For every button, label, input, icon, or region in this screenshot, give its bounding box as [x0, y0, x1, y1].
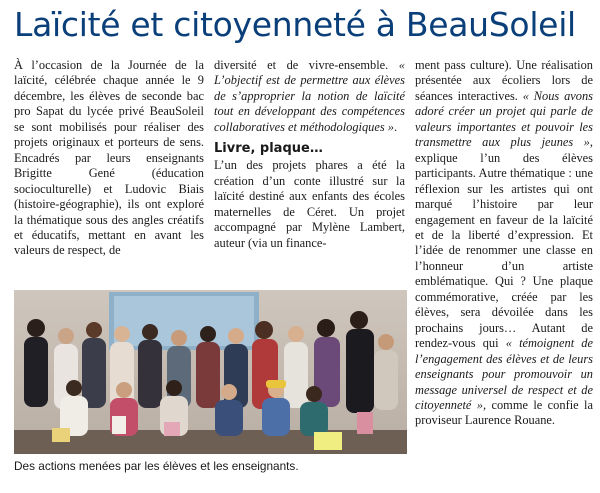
quote-students: « Nous avons adoré créer un projet qui parle de valeurs importantes et pouvoir les transmettre aux plus jeunes » — [415, 88, 593, 150]
text-pass-culture: ment pass culture). Une réalisation présentée aux écoliers lors de séances interactives. — [415, 58, 593, 103]
group-photo-illustration — [14, 290, 407, 454]
paragraph-intro: À l’occasion de la Journée de la laïcité, célébrée chaque année le 9 décembre, les élèves de seconde bac pro Sapat du lycée privé BeauSoleil se sont mobilisés pour réaliser des projets originaux et porteurs de sens. Encadrés par leurs enseignants Brigitte Gené (éducation socioculturelle) et Ludovic Biais (histoire-géographie), ils ont exploré la thématique sous des angles créatifs et éducatifs, mettant en avant les valeurs de respect, de — [14, 58, 204, 258]
paragraph-book: L’un des projets phares a été la création d’un conte illustré sur la laïcité destiné aux enfants des écoles maternelles de Céret. Un projet accompagné par Mylène Lambert, auteur (via un finance- — [214, 158, 405, 250]
quote-engagement: « témoignent de l’engagement des élèves et de leurs enseignants pour promouvoir un message universel de respect et de citoyenneté » — [415, 336, 593, 412]
group-photo — [14, 290, 407, 454]
subheading: Livre, plaque… — [214, 141, 323, 157]
text-artists: , explique l’un des élèves participants. Autre thématique : une réflexion sur les artistes qui ont marqué l’histoire par leur engagement en faveur de la laïcité et de la liberté d’expression. Et l’idée de renommer une classe en l’honneur d’un artiste emblématique. Qui ? Une plaque commémorative, créée par les élèves, sera dévoilée dans les prochains jours… Autant de rendez-vous qui — [415, 135, 593, 351]
paragraph-values — [214, 58, 405, 135]
article-column-1 — [14, 58, 204, 259]
article-headline: Laïcité et citoyenneté à BeauSoleil — [14, 5, 576, 44]
text-proviseur: , comme le confie la proviseur Laurence Rouane. — [415, 397, 593, 428]
paragraph-continued — [415, 58, 593, 429]
article-column-3 — [415, 58, 593, 429]
quote-end: . — [393, 119, 398, 134]
article-column-2 — [214, 58, 405, 251]
photo-caption: Des actions menées par les élèves et les enseignants. — [14, 459, 299, 473]
text-values: diversité et de vivre-ensemble. — [214, 58, 389, 72]
quote-objective: « L’objectif est de permettre aux élèves de s’approprier la notion de laïcité tout en développant des compétences collaboratives et méthodologiques » — [214, 58, 405, 134]
